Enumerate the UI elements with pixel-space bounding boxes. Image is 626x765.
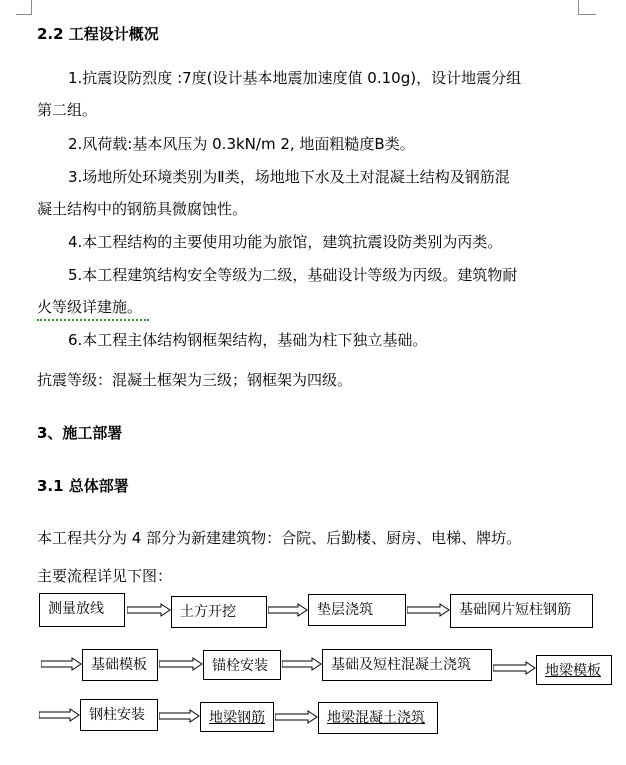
flow-step-foundation-concrete: 基础及短柱混凝土浇筑 (322, 649, 492, 681)
arrow-right-icon (493, 661, 536, 675)
flow-step-anchor-install: 锚栓安装 (203, 650, 281, 680)
arrow-right-icon (159, 709, 200, 723)
flow-intro: 主要流程详见下图： (37, 567, 173, 585)
flow-step-ground-beam-rebar: 地梁钢筋 (200, 702, 274, 732)
crop-mark-left-vertical (31, 0, 32, 14)
flow-step-excavation: 土方开挖 (171, 596, 267, 628)
paragraph-item-6: 6.本工程主体结构钢框架结构，基础为柱下独立基础。 (68, 331, 428, 349)
section-3-1-body: 本工程共分为 4 部分为新建建筑物：合院、后勤楼、厨房、电梯、牌坊。 (37, 529, 522, 547)
arrow-right-icon (41, 657, 82, 671)
flow-step-foundation-formwork: 基础模板 (82, 649, 158, 681)
paragraph-item-1-cont: 第二组。 (37, 101, 98, 119)
flow-step-survey: 测量放线 (39, 593, 125, 627)
spellcheck-squiggle (37, 316, 149, 321)
flow-step-ground-beam-concrete: 地梁混凝土浇筑 (318, 702, 438, 734)
section-3-1-heading: 3.1 总体部署 (37, 477, 129, 495)
paragraph-item-3: 3.场地所处环境类别为Ⅱ类，场地地下水及土对混凝土结构及钢筋混 (68, 168, 510, 186)
flow-step-foundation-rebar: 基础网片短柱钢筋 (450, 594, 593, 628)
arrow-right-icon (127, 603, 171, 617)
arrow-right-icon (282, 657, 322, 671)
seismic-grade-paragraph: 抗震等级：混凝土框架为三级；钢框架为四级。 (37, 371, 353, 389)
paragraph-item-4: 4.本工程结构的主要使用功能为旅馆，建筑抗震设防类别为丙类。 (68, 233, 503, 251)
paragraph-item-1: 1.抗震设防烈度 :7度(设计基本地震加速度值 0.10g)，设计地震分组 (68, 69, 522, 87)
arrow-right-icon (39, 708, 80, 722)
flow-step-steel-column: 钢柱安装 (80, 699, 158, 731)
section-3-heading: 3、施工部署 (37, 424, 123, 442)
flow-step-cushion-pour: 垫层浇筑 (308, 594, 406, 626)
arrow-right-icon (407, 603, 450, 617)
section-2-2-heading: 2.2 工程设计概况 (37, 25, 159, 43)
paragraph-item-2: 2.风荷载:基本风压为 0.3kN/m 2, 地面粗糙度B类。 (68, 135, 415, 153)
arrow-right-icon (159, 657, 203, 671)
paragraph-item-5-cont: 火等级详建施。 (37, 298, 143, 316)
paragraph-item-3-cont: 凝土结构中的钢筋具微腐蚀性。 (37, 200, 248, 218)
paragraph-item-5: 5.本工程建筑结构安全等级为二级，基础设计等级为丙级。建筑物耐 (68, 266, 518, 284)
crop-mark-right-vertical (578, 0, 579, 14)
arrow-right-icon (268, 603, 308, 617)
arrow-right-icon (275, 710, 318, 724)
crop-mark-left-horizontal (16, 14, 32, 15)
crop-mark-right-horizontal (578, 14, 596, 15)
flow-step-ground-beam-formwork: 地梁模板 (536, 655, 612, 685)
